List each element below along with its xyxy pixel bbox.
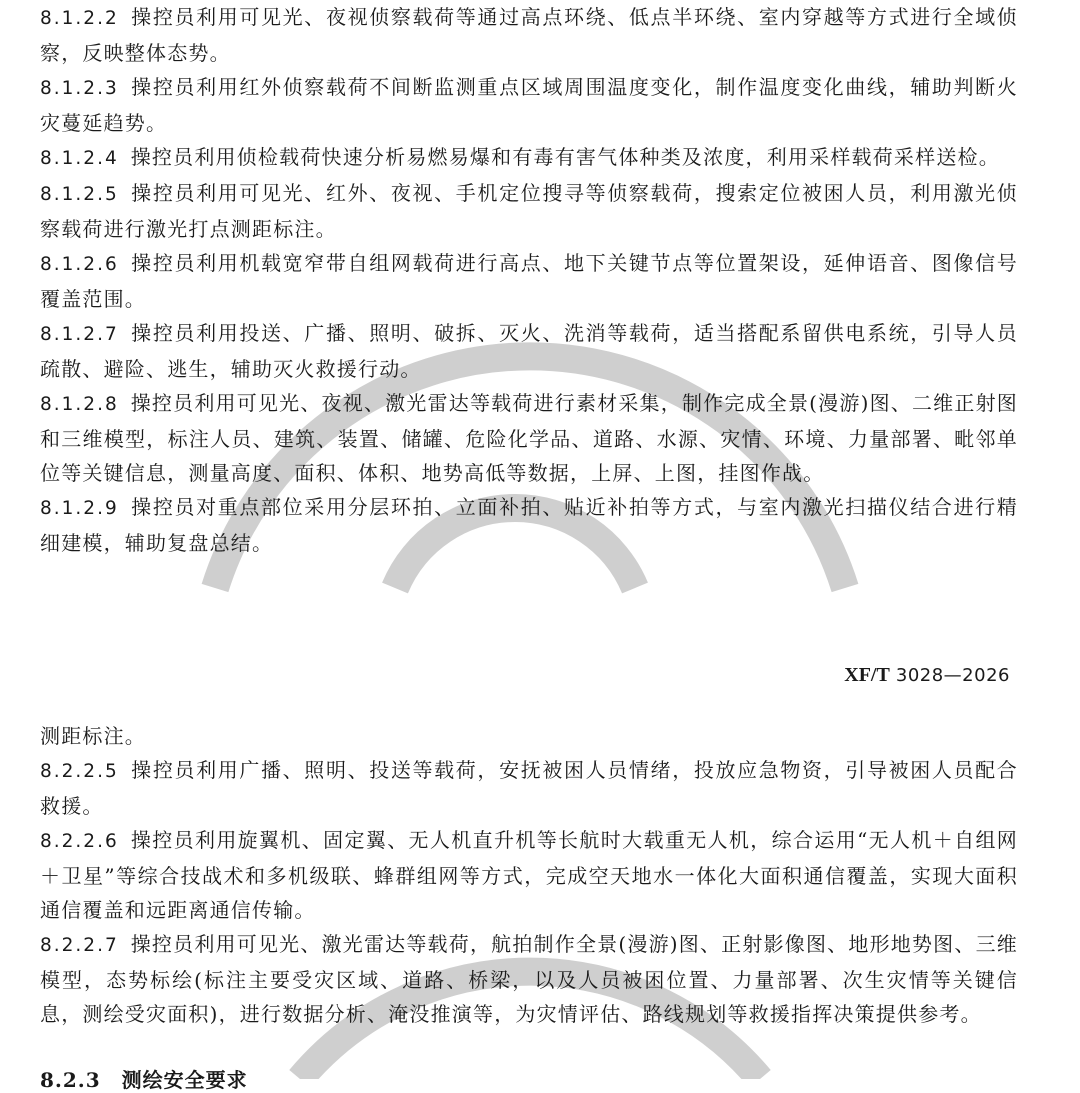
clause-text: 操控员利用可见光、红外、夜视、手机定位搜寻等侦察载荷，搜索定位被困人员，利用激光侦察载荷进行激光打点测距标注。 bbox=[40, 181, 1018, 241]
clause-8-2-2-6 bbox=[40, 823, 1018, 927]
clause-text: 操控员利用可见光、夜视侦察载荷等通过高点环绕、低点半环绕、室内穿越等方式进行全域侦察，反映整体态势。 bbox=[40, 5, 1018, 65]
clause-text: 操控员利用广播、照明、投送等载荷，安抚被困人员情绪，投放应急物资，引导被困人员配合救援。 bbox=[40, 758, 1018, 818]
section-heading-8-2-3: 8.2.3 测绘安全要求 bbox=[40, 1068, 248, 1092]
clause-number: 8.2.2.5 bbox=[40, 761, 119, 782]
clause-number: 8.1.2.5 bbox=[40, 184, 119, 205]
clause-number: 8.1.2.2 bbox=[40, 8, 119, 29]
continuation-text: 测距标注。 bbox=[40, 724, 146, 748]
standard-code-org: XF/T bbox=[844, 664, 890, 686]
standard-code-header bbox=[844, 664, 1010, 687]
clause-number: 8.1.2.6 bbox=[40, 254, 119, 275]
upper-page-section bbox=[40, 0, 1018, 560]
clause-8-1-2-7 bbox=[40, 316, 1018, 386]
clause-8-1-2-8 bbox=[40, 386, 1018, 490]
clause-number: 8.2.2.7 bbox=[40, 935, 119, 956]
clause-text: 操控员对重点部位采用分层环拍、立面补拍、贴近补拍等方式，与室内激光扫描仪结合进行精细建模，辅助复盘总结。 bbox=[40, 495, 1018, 555]
clause-number: 8.1.2.7 bbox=[40, 324, 119, 345]
clause-8-2-2-5 bbox=[40, 753, 1018, 823]
clause-number: 8.1.2.4 bbox=[40, 148, 119, 169]
clause-8-1-2-2 bbox=[40, 0, 1018, 70]
clause-text: 操控员利用可见光、夜视、激光雷达等载荷进行素材采集，制作完成全景(漫游)图、二维正射图和三维模型，标注人员、建筑、装置、储罐、危险化学品、道路、水源、灾情、环境、力量部署、毗邻单位等关键信息，测量高度、面积、体积、地势高低等数据，上屏、上图，挂图作战。 bbox=[40, 391, 1018, 485]
clause-text: 操控员利用旋翼机、固定翼、无人机直升机等长航时大载重无人机，综合运用“无人机＋自组网＋卫星”等综合技战术和多机级联、蜂群组网等方式，完成空天地水一体化大面积通信覆盖，实现大面积通信覆盖和远距离通信传输。 bbox=[40, 828, 1018, 922]
clause-8-1-2-5 bbox=[40, 176, 1018, 246]
clause-text: 操控员利用机载宽窄带自组网载荷进行高点、地下关键节点等位置架设，延伸语音、图像信号覆盖范围。 bbox=[40, 251, 1018, 311]
standard-code-number: 3028—2026 bbox=[895, 665, 1010, 686]
clause-text: 操控员利用可见光、激光雷达等载荷，航拍制作全景(漫游)图、正射影像图、地形地势图、三维模型，态势标绘(标注主要受灾区域、道路、桥梁，以及人员被困位置、力量部署、次生灾情等关键信息，测绘受灾面积)，进行数据分析、淹没推演等，为灾情评估、路线规划等救援指挥决策提供参考。 bbox=[40, 932, 1018, 1026]
clause-number: 8.1.2.9 bbox=[40, 498, 119, 519]
lower-page-section bbox=[40, 719, 1018, 1031]
clause-8-1-2-4 bbox=[40, 140, 1018, 176]
clause-number: 8.1.2.3 bbox=[40, 78, 119, 99]
clause-8-1-2-6 bbox=[40, 246, 1018, 316]
clause-8-1-2-3 bbox=[40, 70, 1018, 140]
clause-8-1-2-9 bbox=[40, 490, 1018, 560]
clause-number: 8.1.2.8 bbox=[40, 394, 119, 415]
clause-text: 操控员利用投送、广播、照明、破拆、灭火、洗消等载荷，适当搭配系留供电系统，引导人员疏散、避险、逃生，辅助灭火救援行动。 bbox=[40, 321, 1018, 381]
clause-8-2-2-7 bbox=[40, 927, 1018, 1031]
clause-number: 8.2.2.6 bbox=[40, 831, 119, 852]
clause-text: 操控员利用红外侦察载荷不间断监测重点区域周围温度变化，制作温度变化曲线，辅助判断火灾蔓延趋势。 bbox=[40, 75, 1018, 135]
clause-text: 操控员利用侦检载荷快速分析易燃易爆和有毒有害气体种类及浓度，利用采样载荷采样送检。 bbox=[130, 145, 1000, 169]
